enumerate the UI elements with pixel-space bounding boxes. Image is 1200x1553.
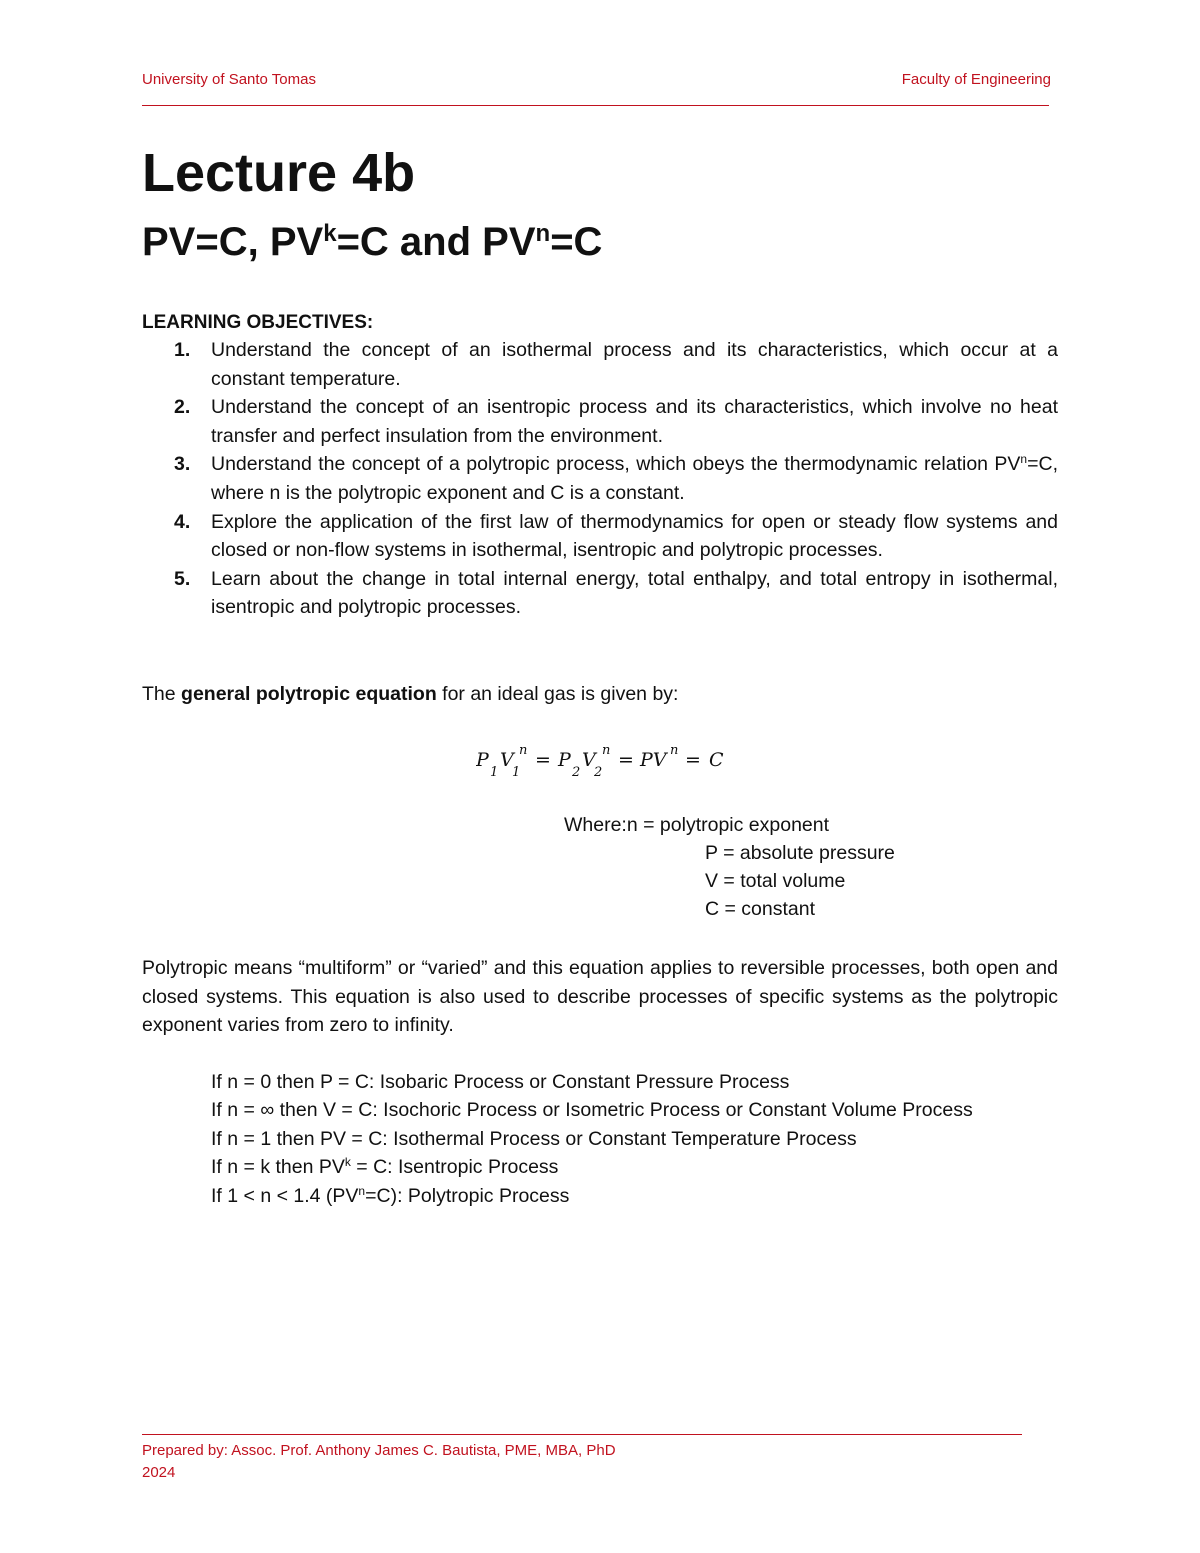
- eq-equals-2: =: [618, 749, 634, 771]
- objectives-list: [142, 336, 1058, 622]
- objective-item: [142, 450, 1058, 507]
- eq-c: C: [709, 749, 724, 771]
- objective-sup-n: n: [1020, 452, 1028, 467]
- intro-bold: general polytropic equation: [181, 683, 437, 705]
- objective-number: 4.: [174, 510, 191, 533]
- lecture-subtitle: [142, 215, 602, 269]
- objective-number: 1.: [174, 339, 191, 361]
- case-isentropic-b: = C: Isentropic Process: [350, 1156, 559, 1179]
- case-isothermal: If n = 1 then PV = C: Isothermal Process or Constant Temperature Process: [211, 1127, 857, 1150]
- intro-after: for an ideal gas is given by:: [436, 683, 679, 705]
- eq-sub-p2: 2: [572, 765, 581, 780]
- eq-sub-v2: 2: [594, 765, 603, 780]
- case-isentropic: [211, 1153, 973, 1181]
- case-isentropic-a: If n = k then PV: [211, 1156, 345, 1179]
- objectives-heading: LEARNING OBJECTIVES:: [142, 312, 374, 333]
- where-item: V = total volume: [705, 870, 846, 892]
- case-polytropic-sup: n: [358, 1183, 366, 1198]
- objective-text: Explore the application of the first law of thermodynamics for open or steady flow systems and closed or non-flow systems in isothermal, isentropic and polytropic processes.: [211, 510, 1058, 562]
- subtitle-part3: =C: [550, 220, 603, 264]
- objective-text: Learn about the change in total internal energy, total enthalpy, and total entropy in isothermal, isentropic and polytropic processes.: [211, 567, 1058, 619]
- objective-item: [142, 393, 1058, 450]
- header-university: University of Santo Tomas: [142, 71, 316, 88]
- objective-text-a: Understand the concept of a polytropic process, which obeys the thermodynamic relation PV: [211, 453, 1021, 476]
- where-item: n = polytropic exponent: [626, 814, 830, 836]
- case-isentropic-sup: k: [344, 1155, 351, 1170]
- eq-p1: P: [476, 749, 489, 771]
- process-cases-list: [211, 1068, 973, 1210]
- eq-exp2: n: [602, 743, 611, 758]
- eq-v1: V: [500, 749, 514, 771]
- eq-equals-3: =: [685, 749, 701, 771]
- subtitle-part2: =C and PV: [336, 220, 536, 264]
- objective-item: [142, 336, 1058, 393]
- polytropic-paragraph: Polytropic means “multiform” or “varied” and this equation applies to reversible processes, both open and closed systems. This equation is also used to describe processes of specific systems as the polytropic exponent varies from zero to infinity.: [142, 957, 1058, 1037]
- eq-pv: PV: [640, 749, 667, 771]
- subtitle-sup-k: k: [323, 220, 337, 247]
- case-polytropic-b: =C): Polytropic Process: [365, 1184, 570, 1207]
- footer-year: 2024: [142, 1464, 176, 1481]
- footer-divider: [142, 1434, 1022, 1435]
- objective-text: Understand the concept of an isothermal process and its characteristics, which occur at a constant temperature.: [211, 339, 1058, 390]
- objective-number: 3.: [174, 453, 191, 476]
- eq-sub-v1: 1: [512, 765, 521, 780]
- subtitle-sup-n: n: [535, 220, 551, 247]
- header-faculty: Faculty of Engineering: [901, 71, 1051, 88]
- header-divider: [142, 105, 1049, 106]
- where-item: P = absolute pressure: [705, 842, 895, 864]
- where-item: C = constant: [705, 898, 816, 920]
- eq-exp1: n: [519, 743, 528, 758]
- where-line-n: [564, 811, 829, 839]
- where-label: Where:: [564, 814, 627, 836]
- subtitle-part1: PV=C, PV: [142, 220, 324, 264]
- equation-svg: [476, 740, 776, 784]
- lecture-title: Lecture 4b: [142, 143, 416, 203]
- objective-number: 5.: [174, 567, 191, 590]
- case-polytropic-a: If 1 < n < 1.4 (PV: [211, 1184, 359, 1207]
- general-equation-intro: [142, 680, 678, 708]
- case-isochoric: If n = ∞ then V = C: Isochoric Process or Isometric Process or Constant Volume Process: [211, 1099, 973, 1122]
- case-isobaric: If n = 0 then P = C: Isobaric Process or Constant Pressure Process: [211, 1071, 790, 1093]
- eq-v2: V: [582, 749, 596, 771]
- eq-p2: P: [558, 749, 571, 771]
- objective-text-b: =C, where n is the polytropic exponent and C is a constant.: [211, 453, 1058, 504]
- eq-equals-1: =: [535, 749, 551, 771]
- objective-text: Understand the concept of an isentropic process and its characteristics, which involve no heat transfer and perfect insulation from the environment.: [211, 396, 1058, 447]
- footer-prepared-by: Prepared by: Assoc. Prof. Anthony James C. Bautista, PME, MBA, PhD: [142, 1442, 616, 1459]
- intro-before: The: [142, 683, 182, 705]
- eq-exp3: n: [670, 743, 679, 758]
- polytropic-equation: [476, 740, 776, 784]
- objective-number: 2.: [174, 396, 191, 419]
- objective-item: [142, 508, 1058, 565]
- objective-item: [142, 565, 1058, 622]
- eq-sub-p1: 1: [490, 765, 499, 780]
- case-polytropic: [211, 1182, 973, 1210]
